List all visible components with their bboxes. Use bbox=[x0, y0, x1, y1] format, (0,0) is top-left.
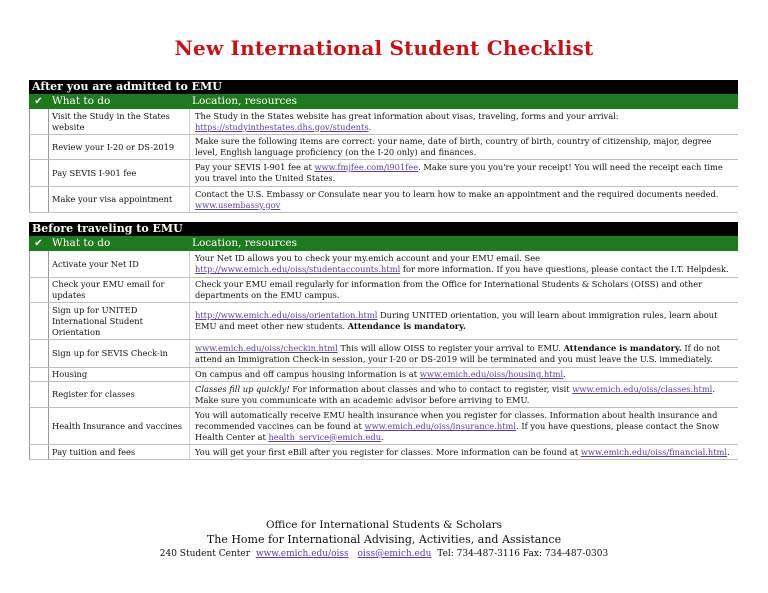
task-label: Sign up for SEVIS Check-in bbox=[49, 340, 190, 367]
classes-link[interactable]: www.emich.edu/oiss/classes.html bbox=[572, 383, 713, 394]
column-header bbox=[29, 94, 738, 109]
usembassy-link[interactable]: www.usembassy.gov bbox=[195, 199, 281, 210]
task-description: You will get your first eBill after you register for classes. More information can be found at www.emich.edu/oiss/financial.html. bbox=[195, 446, 730, 457]
task-label: Pay SEVIS I-901 fee bbox=[49, 160, 190, 186]
column-location-resources: Location, resources bbox=[192, 237, 297, 249]
task-label: Make your visa appointment bbox=[49, 187, 190, 212]
footer-office: Office for International Students & Scholars bbox=[265, 519, 503, 531]
task-description: On campus and off campus housing information is at www.emich.edu/oiss/housing.html. bbox=[195, 369, 566, 379]
column-what-to-do: What to do bbox=[52, 95, 111, 107]
table-row bbox=[29, 160, 738, 187]
section-heading: After you are admitted to EMU bbox=[29, 80, 738, 94]
checkin-link[interactable]: www.emich.edu/oiss/checkin.html bbox=[195, 342, 338, 353]
task-description: Pay your SEVIS I-901 fee at www.fmjfee.com/i901fee. Make sure you you're your receipt! You will need the receipt each time you travel into the United States. bbox=[195, 162, 723, 183]
section-after-admitted bbox=[29, 80, 738, 213]
table-row bbox=[29, 445, 738, 460]
footer-website-link[interactable]: www.emich.edu/oiss bbox=[255, 549, 349, 559]
checkbox-cell[interactable] bbox=[29, 368, 49, 381]
task-description: The Study in the States website has great information about visas, traveling, forms and your arrival: https://studyinthestates.dhs.gov/students. bbox=[195, 110, 619, 132]
task-description: Contact the U.S. Embassy or Consulate near you to learn how to make an appointment and the required documents needed. www.usembassy.gov bbox=[195, 188, 719, 210]
table-row bbox=[29, 303, 738, 340]
task-label: Sign up for UNITED International Student Orientation bbox=[49, 303, 190, 339]
footer-email-link[interactable]: oiss@emich.edu bbox=[357, 549, 432, 559]
insurance-link[interactable]: www.emich.edu/oiss/insurance.html bbox=[364, 420, 517, 431]
column-what-to-do: What to do bbox=[52, 237, 111, 249]
checkbox-cell[interactable] bbox=[29, 109, 49, 134]
task-description: You will automatically receive EMU health insurance when you register for classes. Information about health insurance and recommended vaccines can be found at www.emich.edu/oiss/insurance.html. If you have questions, please contact the Snow Health Center at health_service@emich.edu. bbox=[195, 409, 720, 442]
column-header bbox=[29, 236, 738, 251]
table-row bbox=[29, 251, 738, 278]
checkmark-icon: ✔ bbox=[34, 96, 43, 107]
task-description: Make sure the following items are correct: your name, date of birth, country of birth, country of citizenship, major, degree level, English language proficiency (on the I-20 only) and finances. bbox=[195, 136, 712, 157]
task-label: Check your EMU email for updates bbox=[49, 278, 190, 302]
task-description: www.emich.edu/oiss/checkin.html This will allow OISS to register your arrival to EMU. Attendance is mandatory. If do not attend an Immigration Check-in session, your I-20 or DS-2019 will be terminated and you must leave the U.S. immediately. bbox=[195, 342, 721, 364]
table-row bbox=[29, 187, 738, 213]
study-in-states-link[interactable]: https://studyinthestates.dhs.gov/students bbox=[195, 121, 369, 132]
table-row bbox=[29, 382, 738, 408]
checkbox-cell[interactable] bbox=[29, 445, 49, 459]
task-label: Pay tuition and fees bbox=[49, 445, 190, 459]
checkmark-icon: ✔ bbox=[34, 238, 43, 249]
task-description: Your Net ID allows you to check your my.emich account and your EMU email. See http://www.emich.edu/oiss/studentaccounts.html for more information. If you have questions, please contact the I.T. Helpdesk. bbox=[195, 253, 729, 274]
housing-link[interactable]: www.emich.edu/oiss/housing.html bbox=[419, 369, 564, 379]
page-title: New International Student Checklist bbox=[174, 36, 594, 60]
task-label: Health Insurance and vaccines bbox=[49, 408, 190, 444]
financial-link[interactable]: www.emich.edu/oiss/financial.html bbox=[580, 446, 728, 457]
checkbox-cell[interactable] bbox=[29, 135, 49, 159]
checkbox-cell[interactable] bbox=[29, 340, 49, 367]
health-service-email-link[interactable]: health_service@emich.edu bbox=[268, 431, 382, 442]
checkbox-cell[interactable] bbox=[29, 303, 49, 339]
section-before-traveling bbox=[29, 222, 738, 460]
checkbox-cell[interactable] bbox=[29, 251, 49, 277]
table-row bbox=[29, 278, 738, 303]
checkbox-cell[interactable] bbox=[29, 160, 49, 186]
footer-tel: Tel: 734-487-3116 bbox=[437, 549, 521, 559]
checkbox-cell[interactable] bbox=[29, 408, 49, 444]
checkbox-cell[interactable] bbox=[29, 187, 49, 212]
footer-tagline: The Home for International Advising, Activities, and Assistance bbox=[206, 533, 562, 546]
footer-address: 240 Student Center bbox=[159, 549, 250, 559]
fmjfee-link[interactable]: www.fmjfee.com/i901fee bbox=[314, 162, 419, 172]
task-description: Check your EMU email regularly for information from the Office for International Students & Scholars (OISS) and other departments on the EMU campus. bbox=[195, 279, 703, 300]
checkbox-cell[interactable] bbox=[29, 382, 49, 407]
orientation-link[interactable]: http://www.emich.edu/oiss/orientation.html bbox=[195, 310, 378, 320]
task-label: Housing bbox=[49, 368, 190, 381]
task-label: Activate your Net ID bbox=[49, 251, 190, 277]
task-description: Classes fill up quickly! For information about classes and who to contact to register, visit www.emich.edu/oiss/classes.html. Make sure you communicate with an academic advisor before arriving to EMU. bbox=[195, 383, 715, 405]
footer-contact bbox=[0, 549, 768, 559]
table-row bbox=[29, 408, 738, 445]
task-label: Visit the Study in the States website bbox=[49, 109, 190, 134]
checkbox-cell[interactable] bbox=[29, 278, 49, 302]
table-row bbox=[29, 368, 738, 382]
task-label: Register for classes bbox=[49, 382, 190, 407]
table-row bbox=[29, 340, 738, 368]
section-heading: Before traveling to EMU bbox=[29, 222, 738, 236]
table-row bbox=[29, 109, 738, 135]
task-label: Review your I-20 or DS-2019 bbox=[49, 135, 190, 159]
footer-fax: Fax: 734-487-0303 bbox=[522, 549, 609, 559]
task-description: http://www.emich.edu/oiss/orientation.html During UNITED orientation, you will learn about immigration rules, learn about EMU and meet other new students. Attendance is mandatory. bbox=[195, 310, 718, 331]
table-row bbox=[29, 135, 738, 160]
column-location-resources: Location, resources bbox=[192, 95, 297, 107]
student-accounts-link[interactable]: http://www.emich.edu/oiss/studentaccounts.html bbox=[195, 264, 401, 274]
